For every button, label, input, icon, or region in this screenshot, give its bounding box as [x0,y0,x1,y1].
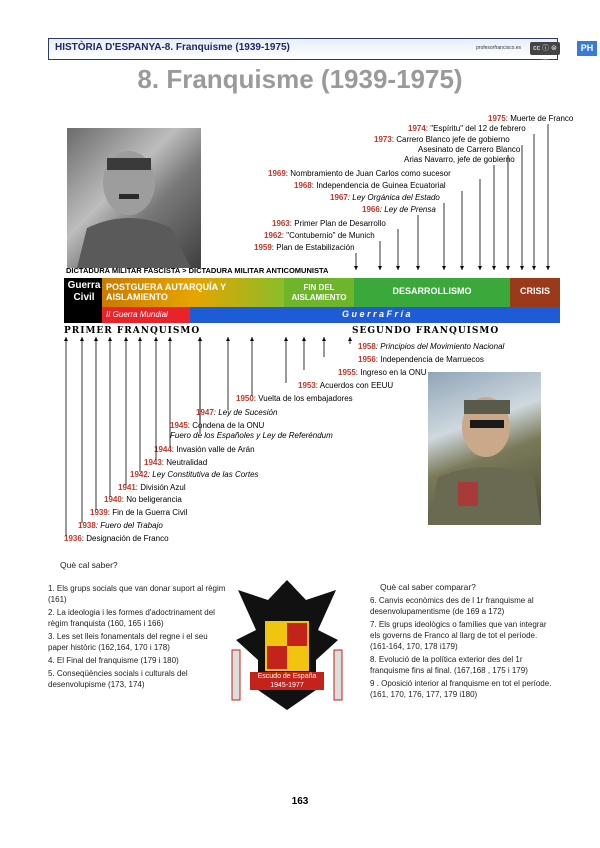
band-crisis-label: CRISIS [519,286,550,296]
bottom-event-year: 1936 [64,534,82,543]
dictatorship-label: DICTADURA MILITAR FASCISTA > DICTADURA MILITAR ANTICOMUNISTA [66,266,329,275]
coat-caption [250,672,324,690]
top-event-arrow-head [478,266,482,270]
left-list-item: 5. Conseqüències socials i culturals del desenvolupisme (173, 174) [48,669,188,689]
top-event-arrow-head [354,266,358,270]
top-event-arrow-head [532,266,536,270]
left-list-item: 1. Els grups socials que van donar suport al règim (161) [48,584,226,604]
bottom-event-text: : Neutralidad [161,458,208,467]
right-list-item: 9 . Oposició interior al franquisme en tot el període. (161, 170, 176, 177, 179 i180) [370,679,552,699]
bottom-event-text: : Designación de Franco [81,534,169,543]
top-event-text: : "Contubernio" de Munich [281,231,375,240]
left-list [48,583,228,692]
ww2-label: II Guerra Mundial [106,310,168,319]
top-event-year: 1975 [488,114,506,123]
primer-franquismo-title: PRIMER FRANQUISMO [64,326,201,336]
bottom-event-text: : División Azul [135,483,186,492]
top-event-arrow-head [520,266,524,270]
left-list-item: 2. La ideologia i les formes d'adoctrinament del règim franquista (160, 165 i 166) [48,608,215,628]
bottom-event-year: 1938 [78,521,96,530]
top-event-year: 1959 [254,243,272,252]
top-event-arrow-head [546,266,550,270]
top-event-year: 1968 [294,181,312,190]
bottom-event-arrow-head [64,337,68,341]
bottom-event-arrow-head [154,337,158,341]
bottom-event-arrow-head [108,337,112,341]
ph-logo: PH [577,41,597,56]
right-list-item: 6. Canvis econòmics des de l 1r franquisme al desenvolupamentisme (de 169 a 172) [370,596,534,616]
coat-of-arms-image [228,570,346,722]
bottom-event-year: 1941 [118,483,136,492]
bottom-event-arrow-head [284,337,288,341]
bottom-event-text: : Acuerdos con EEUU [315,381,394,390]
top-event-arrow-head [416,266,420,270]
top-event-text: : Muerte de Franco [505,114,574,123]
bottom-event-arrow-head [198,337,202,341]
top-event-text: : Ley Orgánica del Estado [347,193,440,202]
top-event-text: : Independencia de Guinea Ecuatorial [311,181,446,190]
segundo-franquismo-title: SEGUNDO FRANQUISMO [352,326,500,336]
bottom-event-year: 1940 [104,495,122,504]
bottom-event-text: : Vuelta de los embajadores [253,394,353,403]
bottom-event-arrow-head [226,337,230,341]
bottom-event-text: : Ley de Sucesión [213,408,278,417]
top-event-year: 1967 [330,193,348,202]
bottom-event-text: : Condena de la ONU [187,421,265,430]
bottom-event-year: 1945 [170,421,188,430]
top-event-arrow-head [506,266,510,270]
bottom-event-text: : Fuero del Trabajo [95,521,163,530]
bottom-event-year: 1953 [298,381,316,390]
license-badge: cc ⓘ ⊜ ⓪ [530,42,560,55]
right-list-item: 8. Evolució de la política exterior des del 1r franquisme fins al final. (167,168 , 175 i 179) [370,655,528,675]
top-event-year: 1963 [272,219,290,228]
bottom-event-arrow-head [348,337,352,341]
right-list-item: 7. Els grups ideològics o famílies que van integrar els governs de Franco al llarg de tot el període. (161-164, 170, 178 i179) [370,620,547,651]
top-event-text: : Plan de Estabilización [271,243,355,252]
coat-caption-line1: Escudo de España [257,673,317,680]
top-event-year: 1969 [268,169,286,178]
top-event-year: 1966 [362,205,380,214]
band-guerra-civil-label: Guerra Civil [67,280,101,303]
bottom-event-year: 1958 [358,342,376,351]
bottom-event-year: 1955 [338,368,356,377]
top-event-year: 1962 [264,231,282,240]
bottom-event-arrow-head [124,337,128,341]
bottom-event-text: : Ley Constitutiva de las Cortes [147,470,259,479]
top-event-text: : Ley de Prensa [379,205,436,214]
bottom-event-arrow-head [80,337,84,341]
top-event-text: : Nombramiento de Juan Carlos como sucesor [285,169,451,178]
bottom-event-year: 1943 [144,458,162,467]
top-event-text: Asesinato de Carrero Blanco [418,145,521,154]
bottom-event-arrow-head [168,337,172,341]
top-event-text: : Primer Plan de Desarrollo [289,219,386,228]
bottom-event-text: : Independencia de Marruecos [375,355,484,364]
bottom-event-year: 1942 [130,470,148,479]
left-list-item: 3. Les set lleis fonamentals del regne i el seu paper històric (162,164, 170 i 178) [48,632,208,652]
bottom-event-arrow-head [322,337,326,341]
guerra-fria-label: G u e r r a F r í a [342,309,411,319]
bottom-event-arrow-head [250,337,254,341]
top-event-arrow-head [492,266,496,270]
page-number: 163 [291,796,309,807]
bottom-event-text: : No beligerancia [121,495,182,504]
right-list [370,595,552,702]
bottom-event-text: : Principios del Movimiento Nacional [375,342,505,351]
top-event-arrow-head [396,266,400,270]
bottom-event-year: 1956 [358,355,376,364]
bottom-event-year: 1947 [196,408,214,417]
bottom-event-arrow-head [138,337,142,341]
header-title: HISTÒRIA D'ESPANYA-8. Franquisme (1939-1975) [55,42,290,53]
bottom-event-text: : Ingreso en la ONU [355,368,427,377]
top-event-year: 1974 [408,124,426,133]
band-fin-label: FIN DEL AISLAMIENTO [291,283,347,302]
top-event-arrow-head [378,266,382,270]
bottom-event-arrow-head [94,337,98,341]
bottom-event-year: 1950 [236,394,254,403]
top-event-arrow-head [460,266,464,270]
bottom-event-year: 1939 [90,508,108,517]
left-list-item: 4. El Final del franquisme (179 i 180) [48,656,179,665]
top-event-arrow-head [442,266,446,270]
top-event-year: 1973 [374,135,392,144]
band-postguerra-label: POSTGUERA AUTARQUÍA Y AISLAMIENTO [106,282,227,302]
bottom-event-text: Fuero de los Españoles y Ley de Referéndum [170,431,333,440]
bottom-event-arrow-head [302,337,306,341]
bottom-event-year: 1944 [154,445,172,454]
right-heading: Què cal saber comparar? [380,582,476,592]
coat-caption-line2: 1945-1977 [270,682,304,689]
eagle-emblem-icon [228,570,346,722]
left-heading: Què cal saber? [60,560,118,570]
bottom-event-text: : Fin de la Guerra Civil [107,508,188,517]
top-event-text: : Carrero Blanco jefe de gobierno [391,135,510,144]
site-name[interactable]: profesorfrancisco.es [476,45,522,51]
bottom-event-text: : Invasión valle de Arán [171,445,255,454]
top-event-text: : "Espíritu" del 12 de febrero [425,124,526,133]
band-desarrollismo-label: DESARROLLISMO [392,286,472,296]
page-title: 8. Franquisme (1939-1975) [137,64,463,94]
top-event-text: Arias Navarro, jefe de gobierno [404,155,515,164]
